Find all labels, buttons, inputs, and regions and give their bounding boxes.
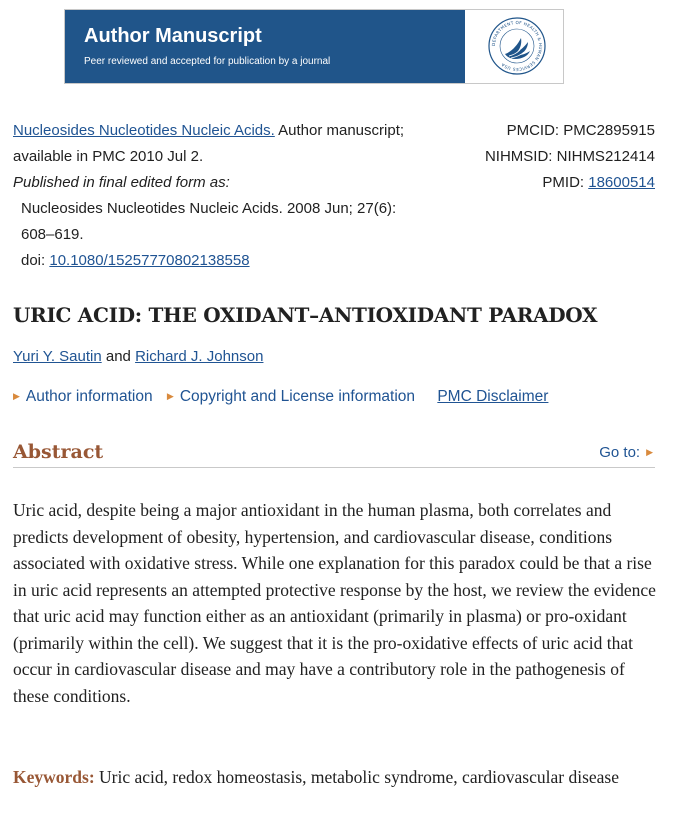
copyright-license-toggle[interactable] [167, 388, 415, 405]
banner-blue-panel [65, 10, 465, 83]
author-list [13, 348, 263, 365]
copyright-license-label: Copyright and License information [179, 388, 416, 405]
abstract-text: Uric acid, despite being a major antioxidant in the human plasma, both correlates and predicts development of obesity, hypertension, and cardiovascular disease, conditions associated with oxidative stress. While one explanation for this paradox could be that a rise in uric acid represents an attempted protective response by the host, we review the evidence that uric acid may function either as an antioxidant (primarily in plasma) or pro-oxidant (primarily within the cell). We suggest that it is the pro-oxidative effects of uric acid that occur in cardiovascular disease and may have a contributory role in the pathogenesis of these conditions. [13, 500, 656, 706]
article-title: URIC ACID: THE OXIDANT–ANTIOXIDANT PARADOX [13, 303, 598, 327]
author-link-sautin[interactable]: Yuri Y. Sautin [13, 348, 102, 365]
pmid-link[interactable]: 18600514 [588, 174, 655, 191]
keywords-label: Keywords: [13, 767, 95, 787]
pmc-disclaimer-link[interactable]: PMC Disclaimer [437, 388, 549, 405]
triangle-right-icon: ▶ [646, 447, 653, 457]
seal-text: DEPARTMENT OF HEALTH & HUMAN SERVICES USA [490, 19, 544, 73]
nihmsid: NIHMSID: NIHMS212414 [484, 148, 655, 165]
published-label: Published in final edited form as: [13, 174, 230, 191]
article-info-bar [13, 388, 548, 406]
author-information-toggle[interactable] [13, 388, 153, 405]
triangle-right-icon: ▶ [166, 391, 174, 401]
goto-label: Go to: [599, 444, 641, 461]
keywords-paragraph [13, 764, 658, 791]
abstract-header [13, 440, 655, 468]
banner-title: Author Manuscript [84, 25, 262, 47]
doi-label: doi: [21, 252, 50, 269]
triangle-right-icon: ▶ [13, 391, 20, 401]
keywords-text: Uric acid, redox homeostasis, metabolic syndrome, cardiovascular disease [94, 767, 619, 787]
identifier-block [485, 118, 655, 196]
published-reference: Nucleosides Nucleotides Nucleic Acids. 2008 Jun; 27(6): [21, 200, 397, 217]
pmcid: PMCID: PMC2895915 [506, 122, 655, 139]
banner-subtitle: Peer reviewed and accepted for publication by a journal [84, 56, 331, 67]
author-conjunction: and [101, 348, 136, 365]
doi-link[interactable]: 10.1080/15257770802138558 [49, 252, 250, 269]
goto-menu-button[interactable] [599, 444, 653, 461]
journal-link[interactable]: Nucleosides Nucleotides Nucleic Acids. [13, 122, 275, 139]
citation-block [13, 118, 453, 274]
hhs-seal-icon [487, 16, 547, 76]
pmid-label: PMID: [542, 174, 589, 191]
abstract-heading: Abstract [13, 441, 104, 463]
page-range: 608–619. [21, 226, 84, 243]
author-information-label: Author information [25, 388, 153, 405]
author-manuscript-banner [64, 9, 564, 84]
author-link-johnson[interactable]: Richard J. Johnson [135, 348, 264, 365]
author-manuscript-label: Author manuscript; [274, 122, 405, 139]
available-date: available in PMC 2010 Jul 2. [13, 148, 204, 165]
